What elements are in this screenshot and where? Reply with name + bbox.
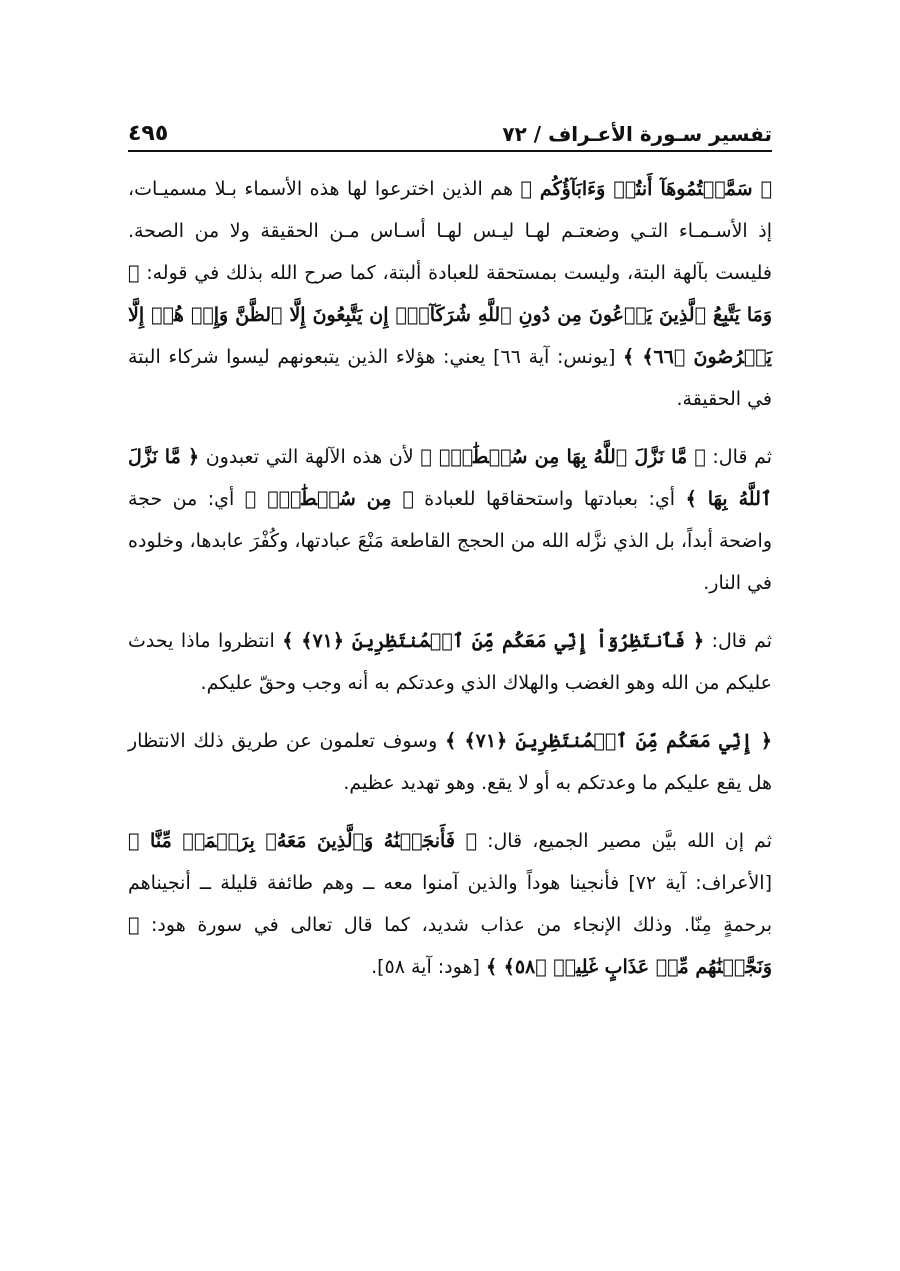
quran-quote: ﴿ وَنَجَّيۡنَٰهُم مِّنۡ عَذَابٍ غَلِيظٖ ﴿٥٨﴾ ﴾ (128, 914, 772, 978)
paragraph (128, 620, 772, 704)
page-number: ٤٩٥ (128, 121, 169, 146)
page-header (128, 112, 772, 152)
paragraph (128, 720, 772, 804)
paragraph (128, 820, 772, 988)
quran-quote: ﴿ فَأَنجَيۡنَٰهُ وَٱلَّذِينَ مَعَهُۥ بِرَحۡمَةٖ مِّنَّا ﴾ (128, 830, 477, 852)
paragraph (128, 436, 772, 604)
quran-quote: ﴿ مَّا نَزَّلَ ٱللَّهُ بِهَا ﴾ (128, 446, 772, 510)
commentary-text: وسوف تعلمون عن طريق ذلك الانتظار هل يقع عليكم ما وعدتكم به أو لا يقع. وهو تهديد عظيم. (128, 730, 772, 794)
commentary-text: ثم قال: (705, 446, 773, 468)
commentary-text: ثم إن الله بيَّن مصير الجميع، قال: (476, 830, 772, 852)
quran-quote: ﴿ فَٱنتَظِرُوٓاْ إِنِّي مَعَكُم مِّنَ ٱلۡمُنتَظِرِينَ ﴿٧١﴾ ﴾ (282, 630, 705, 652)
quran-quote: ﴿ سَمَّيۡتُمُوهَآ أَنتُمۡ وَءَابَآؤُكُم ﴾ (520, 178, 773, 200)
commentary-text: أي: بعبادتها واستحقاقها للعبادة (413, 488, 686, 510)
commentary-text: انتظروا ماذا يحدث عليكم من الله وهو الغضب والهلاك الذي وعدتكم به أنه وجب وحقّ عليكم. (128, 630, 772, 694)
commentary-text: [يونس: آية ٦٦] يعني: هؤلاء الذين يتبعونهم ليسوا شركاء البتة في الحقيقة. (128, 346, 772, 410)
commentary-text: أي: من حجة واضحة أبداً، بل الذي نزَّله الله من الحجج القاطعة مَنْعَ عبادتها، وكُفْرَ عابدها، وخلوده في النار. (128, 488, 772, 594)
commentary-text: ثم قال: (704, 630, 773, 652)
commentary-text: [هود: آية ٥٨]. (371, 956, 486, 978)
quran-quote: ﴿ إِنِّي مَعَكُم مِّنَ ٱلۡمُنتَظِرِينَ ﴿٧١﴾ ﴾ (445, 730, 772, 752)
quran-quote: ﴿ وَمَا يَتَّبِعُ ٱلَّذِينَ يَدۡعُونَ مِن دُونِ ٱللَّهِ شُرَكَآءَۚ إِن يَتَّبِعُونَ إِلَّا ٱلظَّنَّ وَإِنۡ هُمۡ إِلَّا يَخۡرُصُونَ ﴿٦٦﴾ ﴾ (128, 262, 772, 368)
page-body (128, 168, 772, 1004)
running-title: تفسير سـورة الأعـراف / ٧٢ (502, 122, 772, 146)
quran-quote: ﴿ مِن سُلۡطَٰنٍۚ ﴾ (244, 488, 414, 510)
commentary-text: [الأعراف: آية ٧٢] فأنجينا هوداً والذين آمنوا معه ــ وهم طائفة قليلة ــ أنجيناهم برحمةٍ مِنّا. وذلك الإنجاء من عذاب شديد، كما قال تعالى في سورة هود: (128, 872, 772, 936)
paragraph (128, 168, 772, 420)
commentary-text: لأن هذه الآلهة التي تعبدون (199, 446, 421, 468)
quran-quote: ﴿ مَّا نَزَّلَ ٱللَّهُ بِهَا مِن سُلۡطَٰنٍۚ ﴾ (420, 446, 706, 468)
commentary-text: هم الذين اخترعوا لها هذه الأسماء بـلا مسميـات، إذ الأسـمـاء التـي وضعتـم لهـا ليـس لهـا أسـاس مـن الحقيقة ولا من الصحة. فليست بآلهة البتة، وليست بمستحقة للعبادة ألبتة، كما صرح الله بذلك في قوله: (128, 178, 772, 284)
